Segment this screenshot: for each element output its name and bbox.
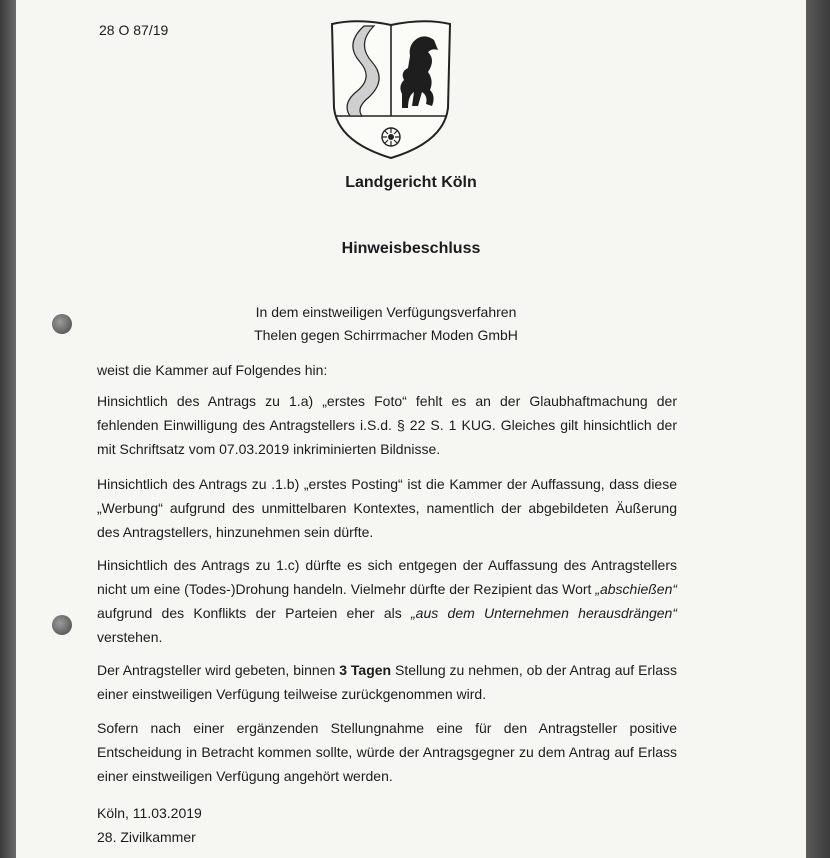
document-page [16,0,806,858]
deadline-bold: 3 Tagen [339,662,392,678]
paragraph-1: Hinsichtlich des Antrags zu 1.a) „erstes Foto“ fehlt es an der Glaubhaftmachung der fehlenden Einwilligung des Antragstellers i.S.d. § 22 S. 1 KUG. Gleiches gilt hinsichtlich der mit Schriftsatz vom 07.03.2019 inkriminierten Bildnisse. [97,393,677,457]
paragraph-4 [97,658,677,706]
paragraph-3-emphasis-1: „abschießen“ [595,581,678,597]
paragraph-3 [97,553,677,649]
paragraph-3-emphasis-2: „aus dem Unternehmen herausdrängen“ [411,605,677,621]
paragraph-3-text-1: Hinsichtlich des Antrags zu 1.c) dürfte es sich entgegen der Auffassung des Antragstellers nicht um eine (Todes-)Drohung handeln. Vielmehr dürfte der Rezipient das Wort [97,557,677,597]
left-scan-border [0,0,16,858]
procedure-block [16,301,756,347]
paragraph-3-text-2: aufgrund des Konflikts der Parteien eher als [97,605,412,621]
paragraph-5: Sofern nach einer ergänzenden Stellungnahme eine für den Antragsteller positive Entscheidung in Betracht kommen sollte, würde der Antragsgegner zu dem Antrag auf Erlass einer einstweiligen Verfügung angehört werden. [97,720,677,784]
right-scan-border [806,0,830,858]
paragraph-2: Hinsichtlich des Antrags zu .1.b) „erstes Posting“ ist die Kammer der Auffassung, dass diese „Werbung“ aufgrund des unmittelbaren Kontextes, namentlich der abgebildeten Äußerung des Antragstellers, hinzunehmen sein dürfte. [97,476,677,540]
case-number: 28 O 87/19 [99,22,169,38]
procedure-parties: Thelen gegen Schirrmacher Moden GmbH [254,327,518,343]
signature-block [97,801,677,849]
place-date: Köln, 11.03.2019 [97,805,202,821]
intro-line: weist die Kammer auf Folgendes hin: [97,362,328,378]
paragraph-4-text-2: Stellung zu nehmen, ob der Antrag auf Erlass einer einstweiligen Verfügung teilweise zurückgenommen wird. [97,662,677,702]
court-name: Landgericht Köln [345,174,477,191]
document-title: Hinweisbeschluss [341,240,481,257]
paragraph-4-text-1: Der Antragsteller wird gebeten, binnen [97,662,340,678]
paragraph-3-text-3: verstehen. [97,629,163,645]
nrw-coat-of-arms-icon [328,16,454,161]
chamber-name: 28. Zivilkammer [97,829,196,845]
punch-hole-bottom [52,615,72,635]
procedure-line-1: In dem einstweiligen Verfügungsverfahren [255,304,517,320]
